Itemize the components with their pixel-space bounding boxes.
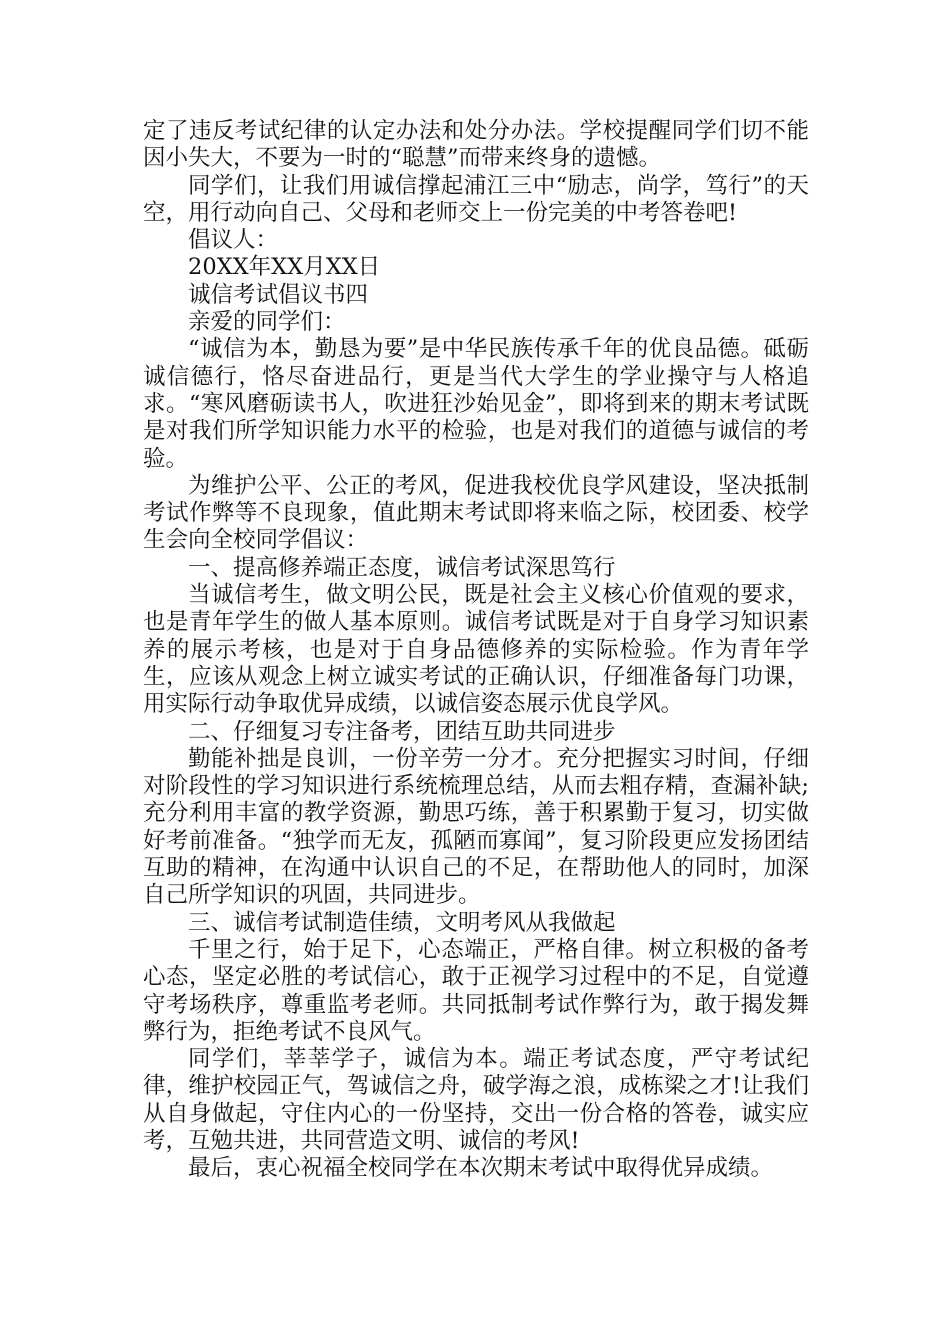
heading-point-3: 三、诚信考试制造佳绩，文明考风从我做起 — [188, 909, 616, 936]
signature-date: 20XX年XX月XX日 — [188, 254, 381, 281]
paragraph-continuation: 定了违反考试纪律的认定办法和处分办法。学校提醒同学们切不能因小失大，不要为一时的“聪慧”而带来终身的遗憾。 — [143, 118, 809, 172]
paragraph-point-1: 当诚信考生，做文明公民，既是社会主义核心价值观的要求，也是青年学生的做人基本原则。诚信考试既是对于自身学习知识素养的展示考核，也是对于自身品德修养的实际检验。作为青年学生，应该从观念上树立诚实考试的正确认识，仔细准备每门功课，用实际行动争取优异成绩，以诚信姿态展示优良学风。 — [143, 582, 809, 718]
signature-label: 倡议人： — [188, 227, 279, 254]
heading-point-2: 二、仔细复习专注备考，团结互助共同进步 — [188, 718, 616, 745]
heading-point-1: 一、提高修养端正态度，诚信考试深思笃行 — [188, 554, 616, 581]
paragraph-point-2: 勤能补拙是良训，一份辛劳一分才。充分把握实习时间，仔细对阶段性的学习知识进行系统梳理总结，从而去粗存精，查漏补缺;充分利用丰富的教学资源，勤思巧练，善于积累勤于复习，切实做好考前准备。“独学而无友，孤陋而寡闻”，复习阶段更应发扬团结互助的精神，在沟通中认识自己的不足，在帮助他人的同时，加深自己所学知识的巩固，共同进步。 — [143, 745, 809, 909]
section-title: 诚信考试倡议书四 — [188, 281, 369, 308]
document-page — [143, 118, 809, 1183]
paragraph-closing: 最后，衷心祝福全校同学在本次期末考试中取得优异成绩。 — [188, 1155, 774, 1182]
paragraph-intro: “诚信为本，勤恳为要”是中华民族传承千年的优良品德。砥砺诚信德行，恪尽奋进品行，更是当代大学生的学业操守与人格追求。“寒风磨砺读书人，吹进狂沙始见金”，即将到来的期末考试既是对我们所学知识能力水平的检验，也是对我们的道德与诚信的考验。 — [143, 336, 809, 472]
salutation: 亲爱的同学们： — [188, 309, 346, 336]
paragraph-point-3: 千里之行，始于足下，心态端正，严格自律。树立积极的备考心态，坚定必胜的考试信心，敢于正视学习过程中的不足，自觉遵守考场秩序，尊重监考老师。共同抵制考试作弊行为，敢于揭发舞弊行为，拒绝考试不良风气。 — [143, 936, 809, 1045]
paragraph-call-to-action: 同学们，让我们用诚信撑起浦江三中“励志，尚学，笃行”的天空，用行动向自己、父母和老师交上一份完美的中考答卷吧! — [143, 172, 809, 226]
paragraph-proposal: 为维护公平、公正的考风，促进我校优良学风建设，坚决抵制考试作弊等不良现象，值此期末考试即将来临之际，校团委、校学生会向全校同学倡议： — [143, 472, 809, 554]
paragraph-exhortation: 同学们，莘莘学子，诚信为本。端正考试态度，严守考试纪律，维护校园正气，驾诚信之舟，破学海之浪，成栋梁之才!让我们从自身做起，守住内心的一份坚持，交出一份合格的答卷，诚实应考，互勉共进，共同营造文明、诚信的考风! — [143, 1046, 809, 1154]
